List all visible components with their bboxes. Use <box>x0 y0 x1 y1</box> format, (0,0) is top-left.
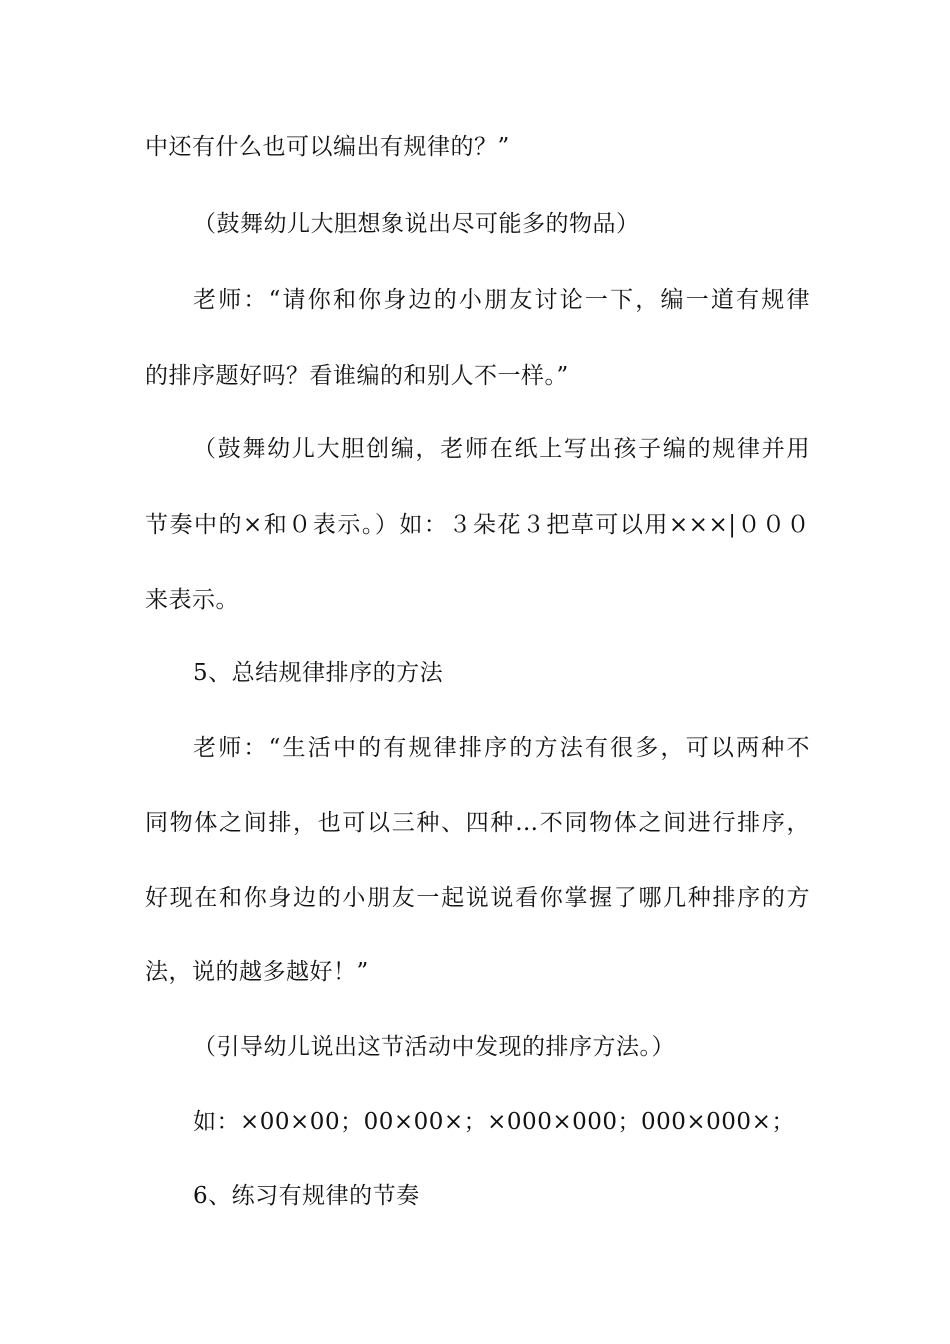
paragraph-line-6: 节奏中的×和０表示。）如：３朵花３把草可以用×××|０００ <box>145 512 810 538</box>
paragraph-line-5: （鼓舞幼儿大胆创编，老师在纸上写出孩子编的规律并用 <box>193 436 810 462</box>
section-heading-5: 5、总结规律排序的方法 <box>193 660 444 686</box>
paragraph-line-3: 老师：“请你和你身边的小朋友讨论一下，编一道有规律 <box>193 287 810 313</box>
paragraph-line-11: 好现在和你身边的小朋友一起说说看你掌握了哪几种排序的方 <box>145 885 810 911</box>
paragraph-line-2: （鼓舞幼儿大胆想象说出尽可能多的物品） <box>193 211 640 237</box>
paragraph-line-12: 法，说的越多越好！” <box>145 959 369 985</box>
paragraph-line-1: 中还有什么也可以编出有规律的？” <box>145 134 510 160</box>
paragraph-line-14: 如：×00×00；00×00×；×000×000；000×000×； <box>193 1109 795 1135</box>
paragraph-line-13: （引导幼儿说出这节活动中发现的排序方法。） <box>193 1034 675 1060</box>
paragraph-line-9: 老师：“生活中的有规律排序的方法有很多，可以两种不 <box>193 735 810 761</box>
paragraph-line-7: 来表示。 <box>145 587 239 613</box>
paragraph-line-4: 的排序题好吗？看谁编的和别人不一样。” <box>145 363 569 389</box>
section-heading-6: 6、练习有规律的节奏 <box>193 1183 420 1209</box>
paragraph-line-10: 同物体之间排，也可以三种、四种…不同物体之间进行排序， <box>145 810 810 836</box>
